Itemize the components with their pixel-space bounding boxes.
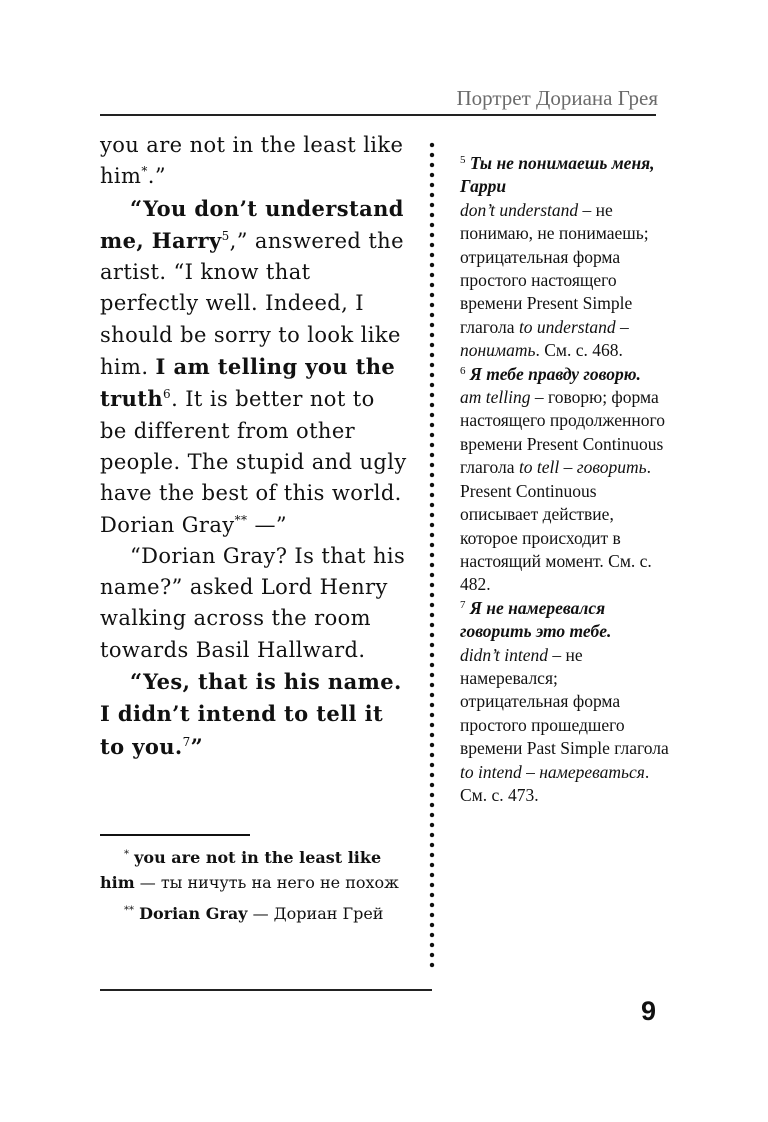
note-number: 6 [460, 364, 466, 377]
paragraph-2 [100, 193, 408, 541]
footnote-rule [100, 834, 250, 836]
paragraph-4 [100, 666, 408, 763]
text-run: – не намеревался; отрицательная форма простого прошедшего времени Past Simple глагола [460, 644, 669, 759]
main-text-column [100, 130, 408, 763]
text-run: .” [147, 164, 166, 189]
footnote-mark: * [141, 164, 148, 179]
note-heading: Я тебе правду говорю. [469, 363, 641, 384]
text-run: . It is better not to be different from other people. The stupid and ugly have the best of this world. Dorian Gray [100, 387, 407, 537]
note-5 [460, 152, 670, 363]
bold-phrase: ” [190, 733, 204, 759]
footnote-mark: ** [234, 512, 248, 527]
footnote-gloss: ты ничуть на него не похож [160, 873, 399, 892]
note-heading: Ты не понимаешь меня, Гарри [460, 153, 655, 197]
note-7 [460, 597, 670, 808]
running-head: Портрет Дориана Грея [456, 86, 658, 110]
footnote-term: you are not in the least like him [100, 848, 382, 892]
bold-phrase: “You don’t understand me, Harry [100, 195, 404, 253]
footnote-2 [100, 901, 408, 926]
note-number: 5 [460, 154, 466, 166]
text-run: – говорю; форма настоящего продолженного времени Present Continuous глагола [460, 387, 666, 478]
bottom-rule [100, 989, 432, 991]
header-rule [100, 114, 656, 116]
note-reference: 5 [221, 228, 230, 243]
text-run: . См. с. 468. [535, 340, 623, 361]
note-heading: Я не намеревался говорить это тебе. [460, 597, 612, 642]
note-term: to understand – понимать [460, 316, 629, 361]
note-term: am telling [460, 387, 531, 408]
note-term: didn’t intend [460, 644, 548, 665]
note-term: to tell – говорить [518, 457, 647, 478]
paragraph-3: “Dorian Gray? Is that his name?” asked Lord Henry walking across the room towards Basil Hallward. [100, 543, 406, 662]
footnote-mark: ** [124, 905, 134, 916]
text-run: . См. с. 473. [460, 761, 650, 805]
note-number: 7 [460, 598, 466, 611]
footnote-gloss: Дориан Грей [273, 904, 384, 923]
footnote-mark: * [124, 849, 129, 860]
text-run: — [134, 873, 161, 892]
footnote-1 [100, 845, 408, 895]
text-run: —” [247, 512, 287, 537]
text-run: — [247, 904, 274, 923]
note-term: don’t understand [460, 199, 579, 220]
paragraph-1 [100, 130, 408, 193]
page-number: 9 [640, 996, 656, 1026]
note-6 [460, 363, 670, 597]
text-run: – не понимаю, не понимаешь; отрицательная форма простого настоящего времени Present Simple глагола [460, 199, 649, 337]
text-run: you are not in the least like him [100, 133, 404, 189]
note-term: to intend – намереваться [460, 761, 645, 782]
bold-phrase: “Yes, that is his name. I didn’t intend to tell it to you. [100, 669, 402, 759]
bold-phrase: I am telling you the truth [100, 354, 396, 412]
dotted-column-divider [428, 140, 436, 970]
footnote-term: Dorian Gray [139, 904, 248, 923]
footnotes [100, 845, 408, 932]
note-reference: 7 [182, 734, 191, 749]
text-run: ,” answered the artist. “I know that perfectly well. Indeed, I should be sorry to look like him. [100, 228, 404, 380]
note-reference: 6 [163, 387, 172, 402]
notes-column [460, 152, 670, 807]
text-run: . Present Continuous описывает действие, которое происходит в настоящий момент. См. с. 482. [460, 457, 652, 595]
